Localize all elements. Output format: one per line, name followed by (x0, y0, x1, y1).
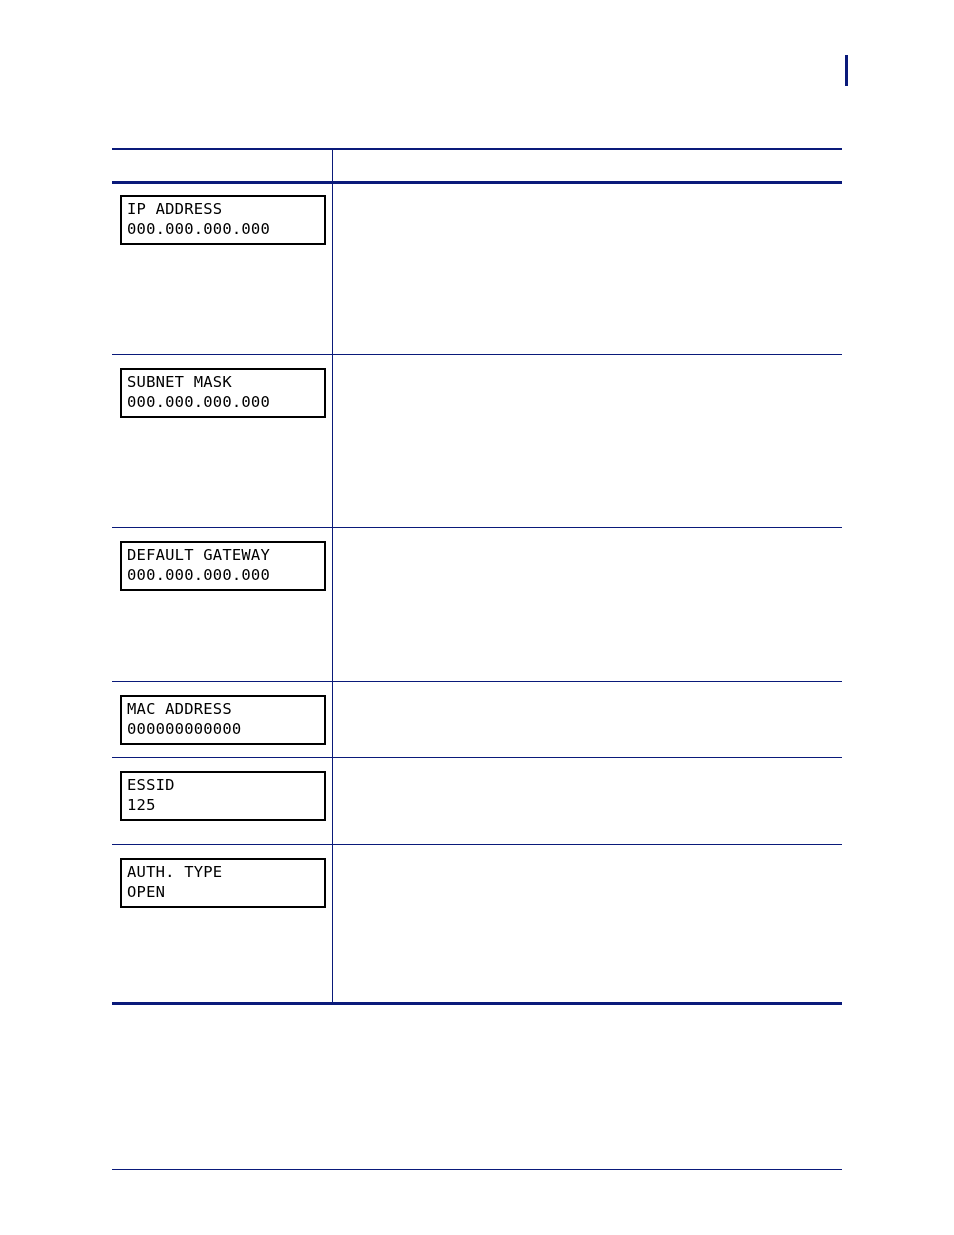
lcd-line-2: 000.000.000.000 (127, 566, 270, 584)
row-separator (112, 527, 842, 528)
row-separator (112, 681, 842, 682)
lcd-display-essid (120, 771, 326, 821)
lcd-display-mac-address (120, 695, 326, 745)
lcd-display-ip-address (120, 195, 326, 245)
lcd-display-auth-type (120, 858, 326, 908)
lcd-line-1: ESSID (127, 776, 175, 794)
lcd-line-2: 000.000.000.000 (127, 220, 270, 238)
lcd-display-subnet-mask (120, 368, 326, 418)
table-column-divider (332, 148, 333, 1003)
table-header-rule (112, 181, 842, 184)
lcd-line-2: 125 (127, 796, 156, 814)
page-margin-marker (845, 55, 848, 86)
lcd-line-1: IP ADDRESS (127, 200, 223, 218)
lcd-line-2: 000.000.000.000 (127, 393, 270, 411)
lcd-line-1: SUBNET MASK (127, 373, 232, 391)
lcd-line-2: OPEN (127, 883, 166, 901)
row-separator (112, 757, 842, 758)
lcd-line-1: MAC ADDRESS (127, 700, 232, 718)
lcd-line-2: 000000000000 (127, 720, 242, 738)
lcd-line-1: DEFAULT GATEWAY (127, 546, 270, 564)
lcd-display-default-gateway (120, 541, 326, 591)
row-separator (112, 354, 842, 355)
table-bottom-rule (112, 1002, 842, 1005)
lcd-line-1: AUTH. TYPE (127, 863, 223, 881)
row-separator (112, 844, 842, 845)
table-top-rule (112, 148, 842, 150)
footer-rule (112, 1169, 842, 1170)
parameter-table (112, 148, 842, 1005)
